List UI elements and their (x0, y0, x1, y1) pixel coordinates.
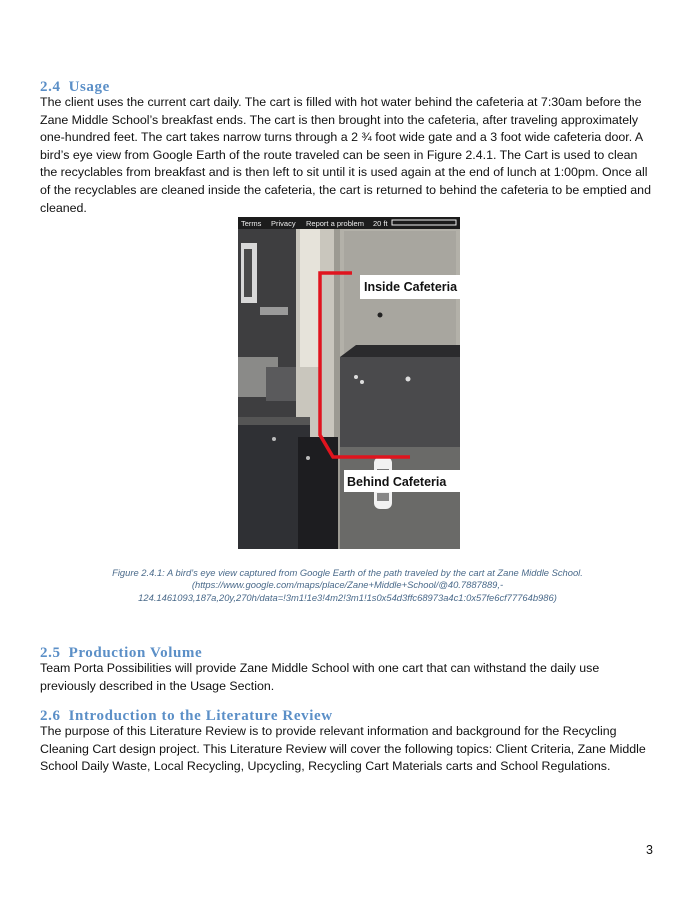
map-privacy-link[interactable]: Privacy (271, 219, 296, 228)
figure-caption (60, 567, 635, 604)
section-title: Usage (68, 79, 110, 95)
map-report-link[interactable]: Report a problem (306, 219, 364, 228)
inside-cafeteria-label: Inside Cafeteria (364, 280, 458, 294)
map-scale-label: 20 ft (373, 219, 388, 228)
section-number: 2.5 (40, 645, 61, 661)
caption-line-3: 124.1461093,187a,20y,270h/data=!3m1!1e3!4m2!3m1!1s0x54d3ffc68973a4c1:0x57fe6cf77764b986) (138, 591, 557, 603)
usage-paragraph: The client uses the current cart daily. The cart is filled with hot water behind the cafeteria at 7:30am before the Zane Middle School’s breakfast ends. The cart is then brought into the cafeteria, after traveling approximately one-hundred feet. The cart takes narrow turns through a 2 ¾ foot wide gate and a 3 foot wide cafeteria door. A bird’s eye view from Google Earth of the route traveled can be seen in Figure 2.4.1. The Cart is used to clean the recyclables from breakfast and is then left to sit until it is used again at the end of lunch at 1:00pm. Once all of the recyclables are cleaned inside the cafeteria, the cart is returned to behind the cafeteria to be emptied and cleaned. (40, 95, 651, 215)
section-number: 2.4 (40, 79, 61, 95)
aerial-map-figure (238, 217, 460, 549)
caption-line-1: Figure 2.4.1: A bird’s eye view captured from Google Earth of the path traveled by the cart at Zane Middle School. (112, 567, 583, 578)
literature-review-paragraph: The purpose of this Literature Review is to provide relevant information and background for the Recycling Cleaning Cart design project. This Literature Review will cover the following topics: Client Criteria, Zane Middle School Daily Waste, Local Recycling, Upcycling, Recycling Cart Materials carts and School Regulations. (40, 724, 646, 774)
behind-cafeteria-label: Behind Cafeteria (347, 475, 447, 489)
caption-line-2: (https://www.google.com/maps/place/Zane+Middle+School/@40.7887889,- (191, 579, 504, 591)
aerial-map-image (238, 217, 460, 549)
section-title: Production Volume (68, 645, 203, 661)
section-number: 2.6 (40, 708, 61, 724)
map-terms-link[interactable]: Terms (241, 219, 262, 228)
section-title: Introduction to the Literature Review (68, 708, 333, 724)
production-volume-paragraph: Team Porta Possibilities will provide Zane Middle School with one cart that can withstand the daily use previously described in the Usage Section. (40, 661, 600, 693)
page-number: 3 (646, 843, 653, 857)
